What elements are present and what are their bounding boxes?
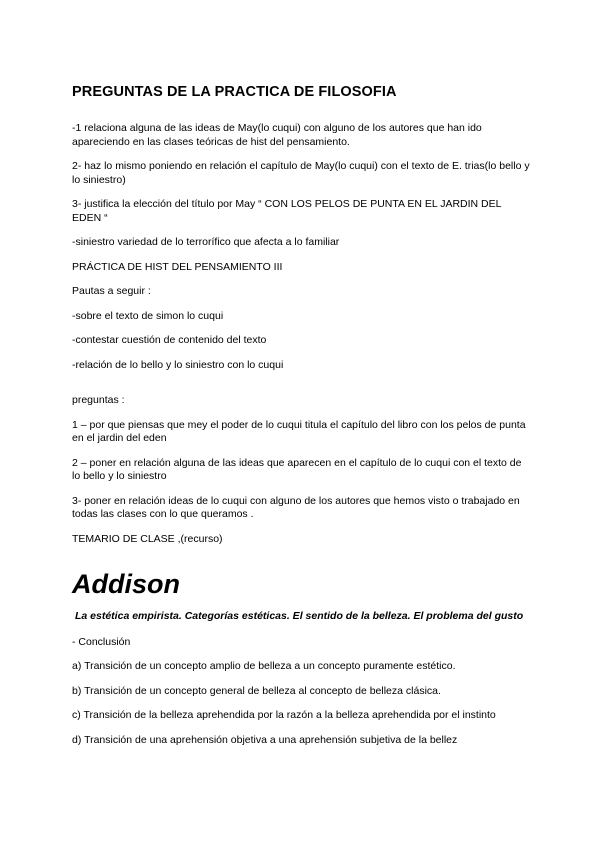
practice-title: PRÁCTICA DE HIST DEL PENSAMIENTO III (72, 260, 283, 273)
conclusion-item-a: a) Transición de un concepto amplio de belleza a un concepto puramente estético. (72, 660, 456, 672)
temario-note: TEMARIO DE CLASE ,(recurso) (72, 532, 223, 545)
note-siniestro: -siniestro variedad de lo terrorífico que afecta a lo familiar (72, 236, 340, 248)
document-title: PREGUNTAS DE LA PRACTICA DE FILOSOFIA (72, 84, 397, 100)
pregunta-1: 1 – por que piensas que mey el poder de lo cuqui titula el capítulo del libro con los pelos de punta en el jardin del eden (72, 418, 526, 444)
pregunta-3: 3- poner en relación ideas de lo cuqui con alguno de los autores que hemos visto o trabajado en todas las clases con lo que queramos . (72, 494, 520, 520)
conclusion-item-d: d) Transición de una aprehensión objetiva a una aprehensión subjetiva de la bellez (72, 733, 458, 746)
question-1: -1 relaciona alguna de las ideas de May(lo cuqui) con alguno de los autores que han ido apareciendo en las clases teóricas de hist del pensamiento. (72, 122, 482, 148)
question-2: 2- haz lo mismo poniendo en relación el capítulo de May(lo cuqui) con el texto de E. trias(lo bello y lo siniestro) (72, 160, 530, 186)
conclusion-item-b: b) Transición de un concepto general de belleza al concepto de belleza clásica. (72, 684, 441, 697)
section-heading: Addison (72, 569, 180, 599)
document-page (72, 84, 532, 758)
preguntas-label: preguntas : (72, 394, 125, 406)
conclusion-label: - Conclusión (72, 635, 131, 648)
pregunta-2: 2 – poner en relación alguna de las ideas que aparecen en el capítulo de lo cuqui con el texto de lo bello y lo siniestro (72, 456, 522, 482)
guideline-2: -contestar cuestión de contenido del texto (72, 334, 267, 346)
guidelines-label: Pautas a seguir : (72, 285, 151, 297)
guideline-3: -relación de lo bello y lo siniestro con lo cuqui (72, 358, 284, 371)
section-subheading: La estética empirista. Categorías estéticas. El sentido de la belleza. El problema del gusto (75, 610, 524, 622)
question-3: 3- justifica la elección del título por May “ CON LOS PELOS DE PUNTA EN EL JARDIN DEL EDEN “ (72, 198, 502, 224)
conclusion-item-c: c) Transición de la belleza aprehendida por la razón a la belleza aprehendida por el instinto (72, 709, 496, 721)
guideline-1: -sobre el texto de simon lo cuqui (72, 309, 224, 322)
